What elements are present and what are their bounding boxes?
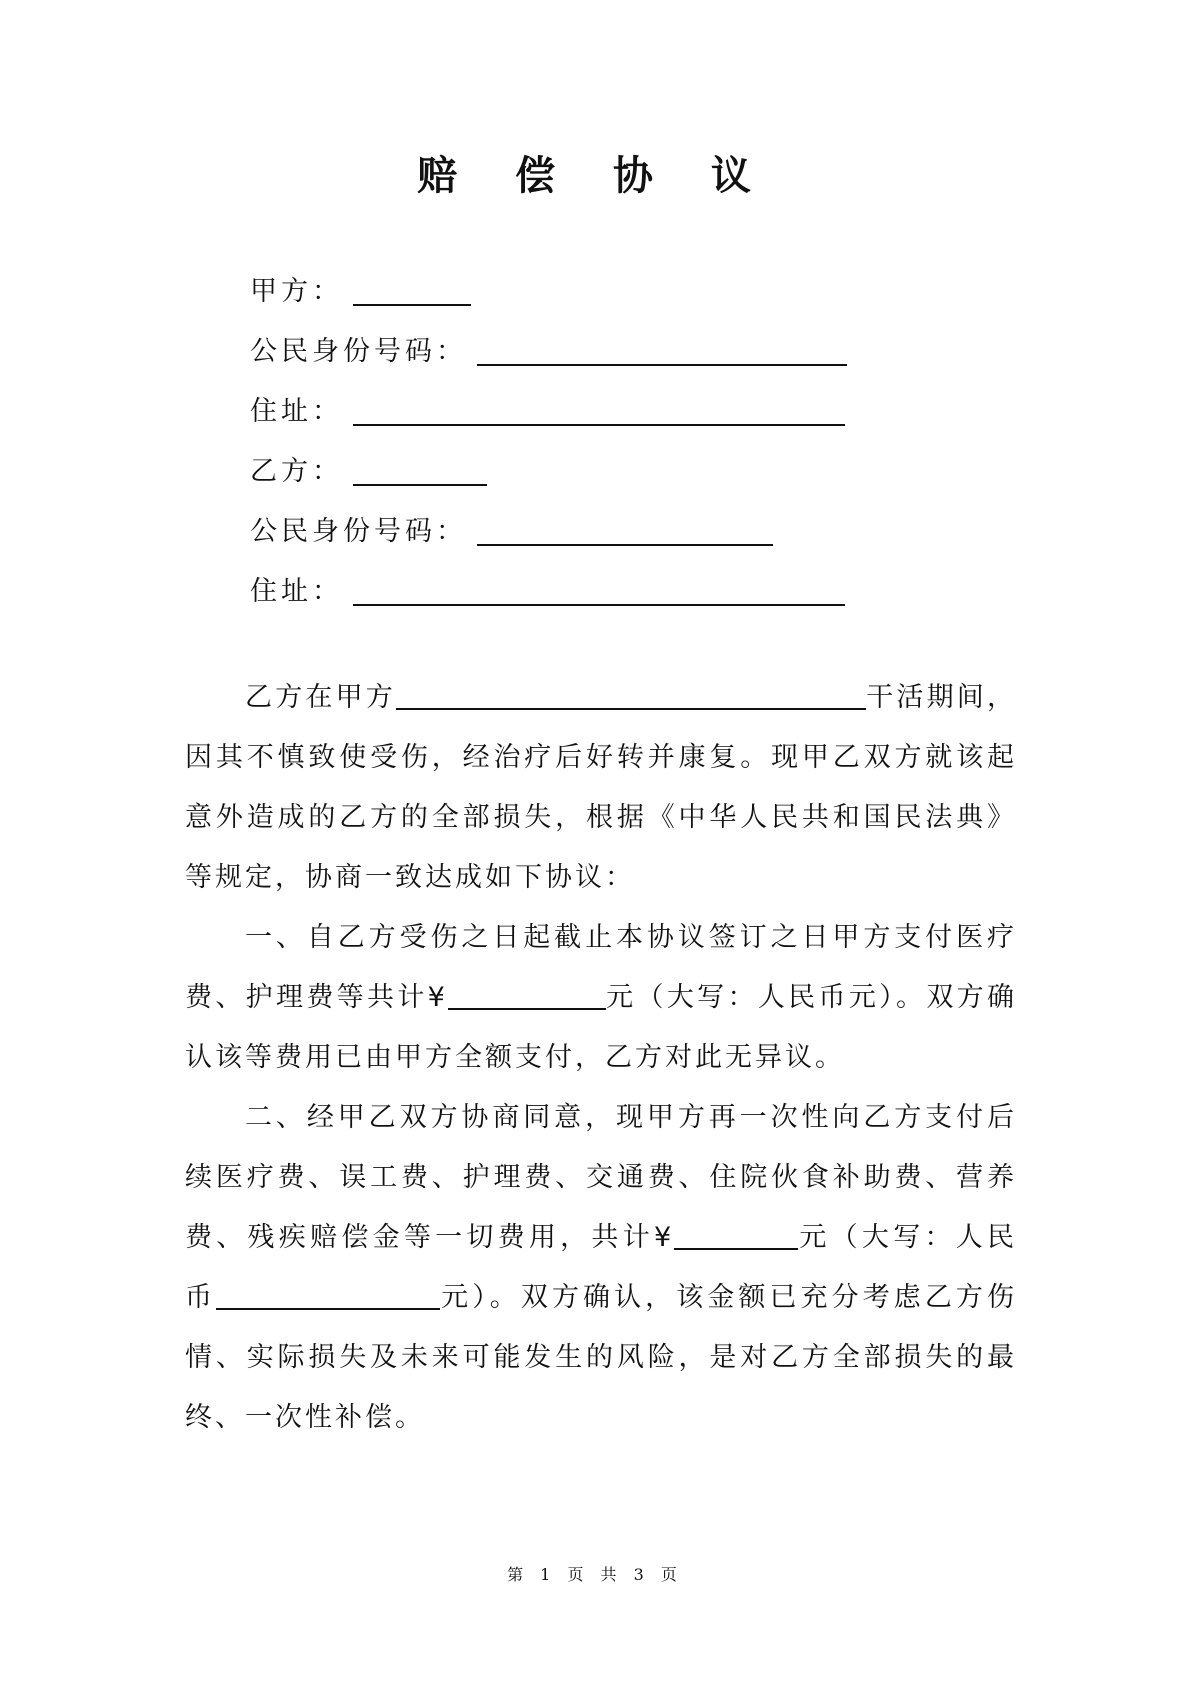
party-info-section — [250, 252, 847, 612]
party-b-address-blank[interactable] — [353, 574, 845, 606]
clause-1-text-3: 元）。双方确认该等费用已由甲方全额支付，乙方对此无异议。 — [185, 982, 1018, 1073]
party-a-address-blank[interactable] — [353, 394, 845, 426]
party-a-address-label: 住址： — [250, 396, 343, 427]
document-title: 赔 偿 协 议 — [417, 153, 773, 199]
party-a-address-row — [250, 372, 847, 432]
clause-1-paragraph — [185, 908, 1017, 1088]
party-b-address-row — [250, 552, 847, 612]
party-a-id-label: 公民身份号码： — [250, 336, 467, 367]
clause-1-text-1: 一、自乙方受伤之日起截止本协议签订之日甲方支付医疗费、护理费等共计¥ — [185, 922, 1017, 1013]
party-b-id-row — [250, 492, 847, 552]
workplace-blank[interactable] — [396, 682, 866, 710]
page-footer: 第 1 页 共 3 页 — [507, 1565, 683, 1584]
agreement-body — [185, 668, 1017, 1448]
clause-1-amount-blank[interactable] — [448, 982, 606, 1010]
party-a-id-blank[interactable] — [477, 334, 847, 366]
clause-1-text-2: 元（大写：人民币 — [605, 982, 849, 1013]
party-b-id-blank[interactable] — [477, 514, 773, 546]
clause-2-amount-words-blank[interactable] — [216, 1282, 440, 1310]
clause-2-text-3: 元）。双方确认，该金额已充分考虑乙方伤情、实际损失及未来可能发生的风险，是对乙方全部损失的最终、一次性补偿。 — [185, 1282, 1018, 1433]
clause-2-text-2: 元（大写：人民币 — [185, 1222, 1017, 1313]
intro-paragraph — [185, 668, 1017, 908]
party-b-address-label: 住址： — [250, 576, 343, 607]
party-b-id-label: 公民身份号码： — [250, 516, 467, 547]
party-a-name-blank[interactable] — [353, 274, 471, 306]
clause-2-paragraph — [185, 1088, 1017, 1448]
party-b-name-blank[interactable] — [353, 454, 487, 486]
party-a-name-row — [250, 252, 847, 312]
party-a-id-row — [250, 312, 847, 372]
intro-text-1: 乙方在甲方 — [245, 682, 396, 713]
party-a-name-label: 甲方： — [250, 276, 343, 307]
clause-2-text-1: 二、经甲乙双方协商同意，现甲方再一次性向乙方支付后续医疗费、误工费、护理费、交通费、住院伙食补助费、营养费、残疾赔偿金等一切费用，共计¥ — [185, 1102, 1017, 1253]
clause-2-amount-blank[interactable] — [674, 1222, 798, 1250]
party-b-name-label: 乙方： — [250, 456, 343, 487]
party-b-name-row — [250, 432, 847, 492]
intro-text-2: 干活期间，因其不慎致使受伤，经治疗后好转并康复。现甲乙双方就该起意外造成的乙方的全部损失，根据《中华人民共和国民法典》等规定，协商一致达成如下协议： — [185, 682, 1017, 893]
